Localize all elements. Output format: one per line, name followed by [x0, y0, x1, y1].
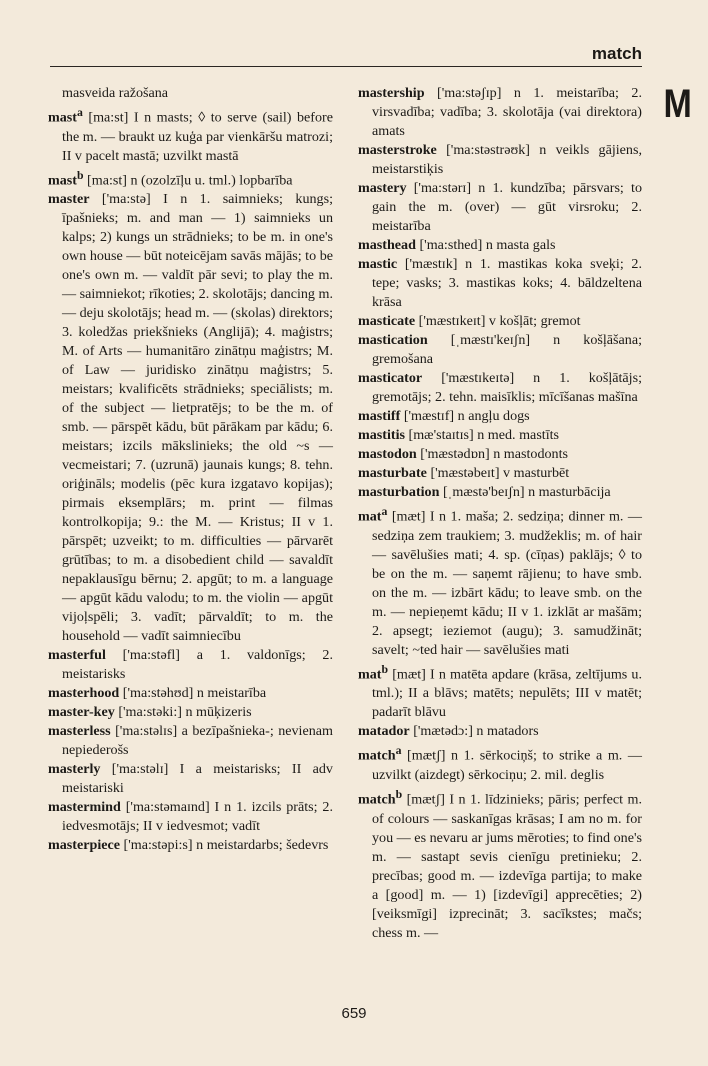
- header-rule: [50, 66, 642, 67]
- entry-headword: mast: [48, 109, 77, 126]
- entry-definition: ['mæstɪkeɪt] v košļāt; gremot: [418, 313, 581, 329]
- entry-definition: [ma:st] n (ozolzīļu u. tml.) lopbarība: [87, 172, 293, 189]
- entry-definition: ['ma:stəki:] n mūķizeris: [118, 704, 252, 721]
- homonym-index: a: [381, 505, 388, 518]
- homonym-index: b: [395, 788, 403, 802]
- entry-definition: [mæt] I n matēta apdare (krāsa, zeltījums u. tml.); II a blāvs; matēts; nepulēts; III v matēt; padarīt blāvu: [372, 666, 642, 721]
- entry-headword: mastic: [358, 256, 398, 272]
- dictionary-entry: [358, 331, 642, 369]
- dictionary-entry: [48, 760, 333, 798]
- entry-definition: ['ma:stəstrəʊk] n veikls gājiens, meistarstiķis: [372, 142, 642, 177]
- entry-headword: mat: [358, 666, 382, 683]
- entry-headword: mastery: [358, 180, 407, 196]
- entry-headword: masthead: [358, 237, 416, 253]
- entry-definition: ['ma:stəlɪs] a bezīpašnieka-; nevienam nepiederošs: [62, 723, 333, 759]
- entry-headword: mastication: [358, 332, 428, 348]
- running-head: match: [591, 44, 642, 63]
- entry-definition: ['mæstədɒn] n mastodonts: [420, 446, 568, 462]
- dictionary-entry: [48, 722, 333, 760]
- entry-headword: masterstroke: [358, 142, 437, 158]
- dictionary-entry: [358, 84, 642, 141]
- dictionary-entry: [48, 84, 333, 103]
- dictionary-entry: [48, 798, 333, 836]
- entry-definition: ['mætədɔ:] n matadors: [413, 723, 539, 740]
- dictionary-entry: [358, 236, 642, 255]
- entry-headword: masterful: [48, 647, 106, 664]
- dictionary-entry: [358, 312, 642, 331]
- entry-definition: [mætʃ] I n 1. līdzinieks; pāris; perfect m. of colours — saskanīgas krāsas; I am no m. for you — es nevaru ar jums mēroties; to find one's m. — sastapt sevis cienīgu pretinieku; 2. precības; good m. — izdevīga partija; to make a [good] m. — 1) [izdevīgi] apprecēties; 2) [veiksmīgi] izprecināt; 3. sacīkstes; mačs; chess m. —: [372, 791, 642, 941]
- dictionary-entry: [48, 166, 333, 191]
- dictionary-entry: [48, 190, 333, 646]
- dictionary-entry: [358, 464, 642, 483]
- entry-definition: ['ma:stərɪ] n 1. kundzība; pārsvars; to gain the m. (over) — gūt virsroku; 2. meistarība: [372, 180, 642, 234]
- entry-headword: master: [48, 191, 90, 208]
- homonym-index: b: [381, 662, 389, 676]
- dictionary-entry: [358, 483, 642, 502]
- dictionary-entry: [358, 785, 642, 943]
- entry-definition: [ma:st] I n masts; ◊ to serve (sail) before the m. — braukt uz kuģa par vienkāršu matrozi; II v pacelt mastā; uzvilkt mastā: [62, 109, 333, 164]
- entry-definition: ['mæstəbeɪt] v masturbēt: [430, 465, 570, 481]
- dictionary-entry: [48, 836, 333, 855]
- entry-headword: masticator: [358, 370, 423, 386]
- dictionary-entry: [358, 141, 642, 179]
- entry-definition: ['ma:stəhʊd] n meistarība: [122, 685, 267, 702]
- dictionary-entry: [358, 660, 642, 723]
- entry-definition: [mæ'staɪtɪs] n med. mastīts: [408, 427, 560, 443]
- entry-definition: [ˌmæstə'beɪʃn] n masturbācija: [442, 484, 611, 500]
- page-number: 659: [341, 1005, 367, 1022]
- entry-headword: mastiff: [358, 408, 401, 424]
- homonym-index: a: [395, 744, 402, 758]
- entry-definition: masveida ražošana: [62, 85, 169, 101]
- entry-headword: masturbation: [358, 484, 440, 500]
- entry-headword: masterless: [48, 723, 111, 740]
- entry-headword: match: [358, 791, 396, 808]
- entry-definition: ['ma:stəʃɪp] n 1. meistarība; 2. virsvadība; vadība; 3. skolotāja (vai direktora) amats: [372, 85, 642, 139]
- entry-definition: ['mæstɪkeɪtə] n 1. košļātājs; gremotājs; 2. tehn. maisīklis; mīcīšanas mašīna: [372, 370, 643, 405]
- entry-headword: master-key: [48, 704, 115, 721]
- entry-headword: mast: [48, 172, 77, 189]
- entry-headword: masturbate: [358, 465, 427, 481]
- homonym-index: a: [76, 106, 83, 119]
- entry-headword: masterly: [48, 761, 101, 778]
- entry-definition: ['ma:stəpi:s] n meistardarbs; šedevrs: [123, 837, 329, 854]
- entry-headword: mat: [358, 508, 382, 525]
- entry-definition: [mætʃ] n 1. sērkociņš; to strike a m. — uzvilkt (aizdegt) sērkociņu; 2. mil. deglis: [372, 748, 642, 784]
- entry-headword: mastitis: [358, 427, 405, 443]
- dictionary-entry: [48, 684, 333, 703]
- entry-definition: ['ma:stəfl] a 1. valdonīgs; 2. meistarisks: [62, 647, 333, 683]
- entry-headword: mastership: [358, 85, 425, 101]
- dictionary-entry: [358, 426, 642, 445]
- entry-definition: ['ma:stəmaɪnd] I n 1. izcils prāts; 2. iedvesmotājs; II v iedvesmot; vadīt: [62, 799, 333, 835]
- dictionary-entry: [358, 722, 642, 741]
- entry-definition: ['ma:stəlɪ] I a meistarisks; II adv meistariski: [62, 761, 333, 797]
- dictionary-entry: [358, 255, 642, 312]
- entry-headword: match: [358, 748, 396, 765]
- dictionary-entry: [48, 703, 333, 722]
- dictionary-entry: [48, 646, 333, 684]
- entry-headword: mastermind: [48, 799, 121, 816]
- entry-headword: masterpiece: [48, 837, 120, 854]
- entry-definition: ['mæstɪk] n 1. mastikas koka sveķi; 2. tepe; vasks; 3. mastikas koks; 4. bāldzeltena krāsa: [372, 256, 642, 310]
- dictionary-entry: [358, 741, 642, 785]
- dictionary-entry: [358, 445, 642, 464]
- entry-headword: mastodon: [358, 446, 417, 462]
- entry-headword: matador: [358, 723, 410, 740]
- entry-definition: [mæt] I n 1. maša; 2. sedziņa; dinner m. — sedziņa zem traukiem; 3. mudžeklis; m. of hair — savēlušies mati; 4. sp. (cīņas) paklājs; ◊ to be on the m. — saņemt rājienu; to have smb. on the m. — izbārt kādu; to leave smb. on the m. — nepieņemt kādu; II v 1. izklāt ar mašām; 2. apsegt; ieziemot (augu); 3. samudžināt; savelt; ~ted hair — savēlušies mati: [372, 508, 642, 658]
- entry-definition: [ˌmæstɪ'keɪʃn] n košļāšana; gremošana: [372, 332, 643, 367]
- homonym-index: b: [76, 168, 84, 182]
- dictionary-entry: [358, 502, 642, 660]
- entry-definition: ['ma:stə] I n 1. saimnieks; kungs; īpašnieks; m. and man — 1) saimnieks un kalps; 2) kungs un strādnieks; to be m. in one's own house — būt noteicējam savās mājās; to be one's own m. — valdīt pār sevi; to play the m. — saimniekot; rīkoties; 2. skolotājs; dancing m. — deju skolotājs; head m. — (skolas) direktors; 3. koledžas priekšnieks (Anglijā); 4. maģistrs; M. of Arts — humanitāro zinātņu maģistrs; M. of Law — juridisko zinātņu maģistrs; 5. meistars; kvalificēts strādnieks; speciālists; m. of the subject — lietpratējs; to be the m. of smb. — pārspēt kādu, būt pārākam par kādu; 6. meistars; izcils mākslinieks; the old ~s — vecmeistari; 7. (uzrunā) jaunais kungs; 8. tehn. oriģināls; modelis (pēc kura izgatavo kopijas); pirmais eksemplārs; m. print — filmas kontrolkopija; 9.: the M. — Kristus; II v 1. pārspēt; uzveikt; to m. difficulties — pārvarēt grūtības; to m. a disobedient child — savaldīt nepaklausīgu bērnu; 2. apgūt; to m. a language — apgūt kādu valodu; to m. the violin — apgūt vijoļspēli; 3. vadīt; pārvaldīt; to m. the household — vadīt saimniecību: [62, 191, 333, 645]
- entry-headword: masterhood: [48, 685, 120, 702]
- right-column: [358, 84, 642, 943]
- dictionary-entry: [358, 179, 642, 236]
- entry-definition: ['mæstɪf] n angļu dogs: [403, 408, 530, 424]
- entry-definition: ['ma:sthed] n masta gals: [419, 237, 556, 253]
- left-column: [48, 84, 333, 855]
- dictionary-entry: [48, 103, 333, 166]
- dictionary-entry: [358, 369, 642, 407]
- section-letter-tab: M: [663, 82, 692, 126]
- entry-headword: masticate: [358, 313, 416, 329]
- dictionary-entry: [358, 407, 642, 426]
